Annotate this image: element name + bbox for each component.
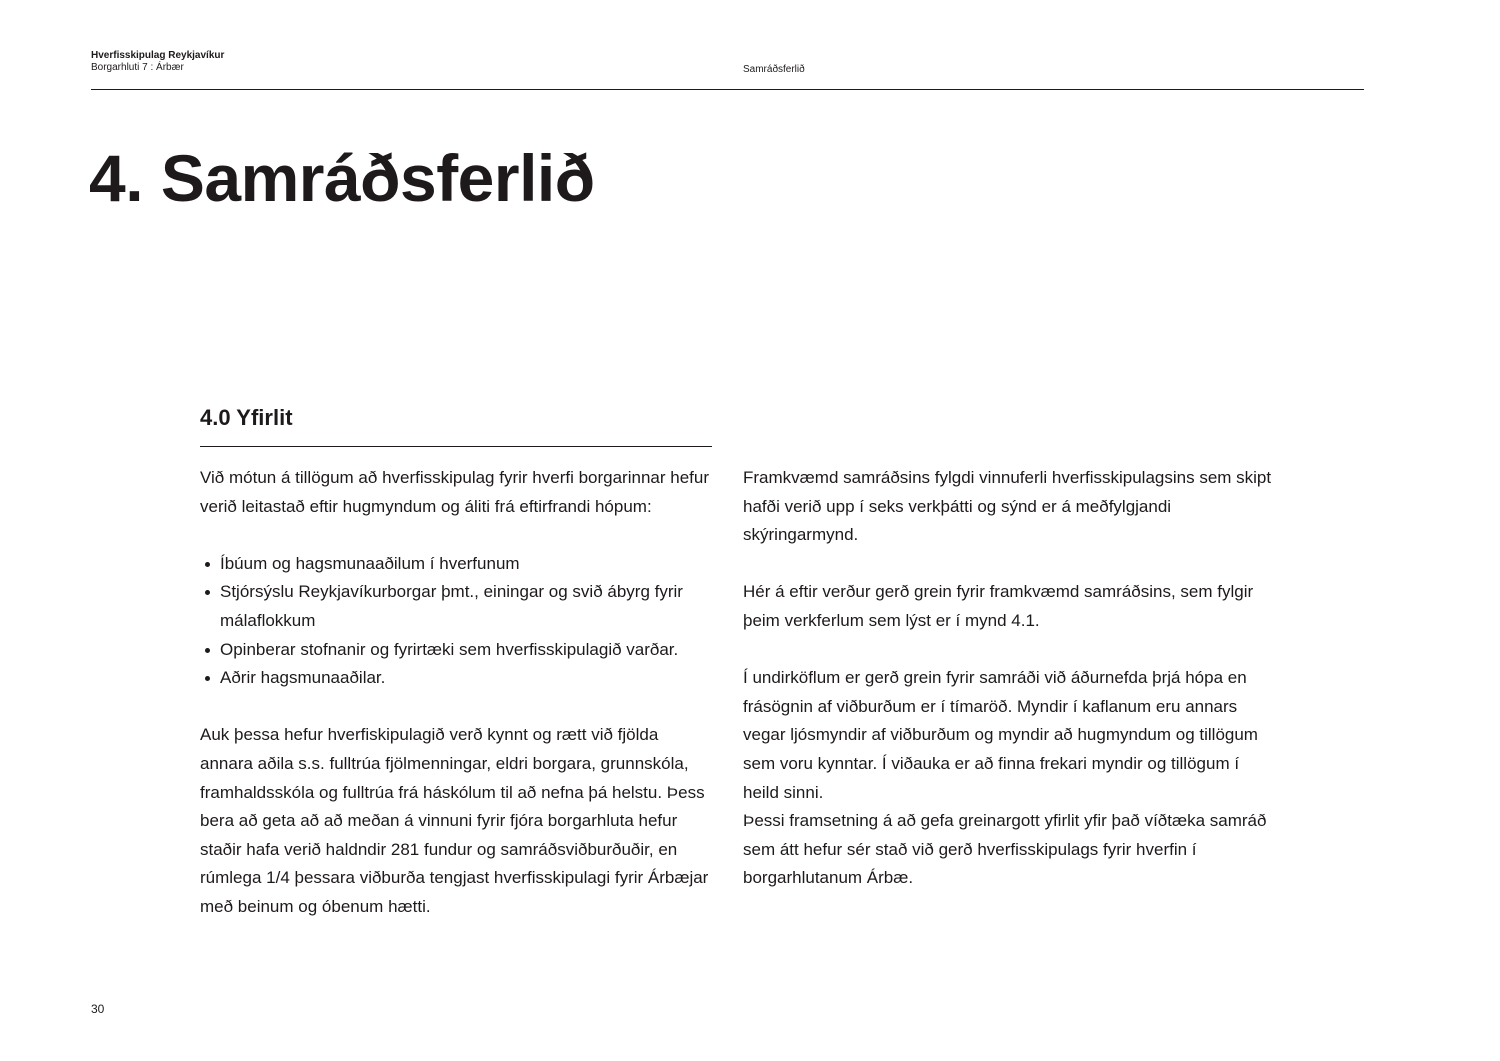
document-subtitle: Borgarhluti 7 : Árbær	[91, 62, 184, 73]
paragraph: Þessi framsetning á að gefa greinargott yfirlit yfir það víðtæka samráð sem átt hefur sér stað við gerð hverfisskipulags fyrir hverfin í borgarhlutanum Árbæ.	[743, 811, 1267, 888]
paragraph: Hér á eftir verður gerð grein fyrir framkvæmd samráðsins, sem fylgir þeim verkferlum sem lýst er í mynd 4.1.	[743, 582, 1254, 630]
section-heading: 4.0 Yfirlit	[200, 405, 293, 430]
header-divider	[91, 89, 1364, 90]
running-section-name: Samráðsferlið	[743, 64, 805, 75]
paragraph: Í undirköflum er gerð grein fyrir samráði við áðurnefda þrjá hópa en frásögnin af viðburðum er í tímaröð. Myndir í kaflanum eru annars vegar ljósmyndir af viðburðum og myndir að hugmyndum og tillögum sem voru kynntar. Í viðauka er að finna frekari myndir og tillögum í heild sinni.	[743, 668, 1258, 802]
right-column	[743, 464, 1273, 893]
chapter-title: 4. Samráðsferlið	[89, 141, 595, 215]
running-header	[91, 50, 224, 74]
intro-paragraph: Við mótun á tillögum að hverfisskipulag fyrir hverfi borgarinnar hefur verið leitastað eftir hugmyndum og áliti frá eftirfrandi hópum:	[200, 468, 709, 516]
list-item: Stjórsýslu Reykjavíkurborgar þmt., einingar og svið ábyrg fyrir málaflokkum	[200, 578, 715, 635]
list-item: Aðrir hagsmunaaðilar.	[200, 664, 715, 693]
left-column	[200, 464, 715, 922]
paragraph: Framkvæmd samráðsins fylgdi vinnuferli hverfisskipulagsins sem skipt hafði verið upp í seks verkþátti og sýnd er á meðfylgjandi skýringarmynd.	[743, 468, 1272, 545]
closing-paragraph: Auk þessa hefur hverfiskipulagið verð kynnt og rætt við fjölda annara aðila s.s. fulltrúa fjölmenningar, eldri borgara, grunnskóla, framhaldsskóla og fulltrúa frá háskólum til að nefna þá helstu. Þess bera að geta að að meðan á vinnuni fyrir fjóra borgarhluta hefur staðir hafa verið haldndir 281 fundur og samráðsviðburðuðir, en rúmlega 1/4 þessara viðburða tengjast hverfisskipulagi fyrir Árbæjar með beinum og óbenum hætti.	[200, 725, 709, 916]
list-item: Opinberar stofnanir og fyrirtæki sem hverfisskipulagið varðar.	[200, 636, 715, 665]
list-item: Íbúum og hagsmunaaðilum í hverfunum	[200, 550, 715, 579]
stakeholder-list	[200, 550, 715, 693]
section-divider	[200, 446, 712, 447]
document-title: Hverfisskipulag Reykjavíkur	[91, 50, 225, 61]
page-number: 30	[91, 1002, 105, 1016]
